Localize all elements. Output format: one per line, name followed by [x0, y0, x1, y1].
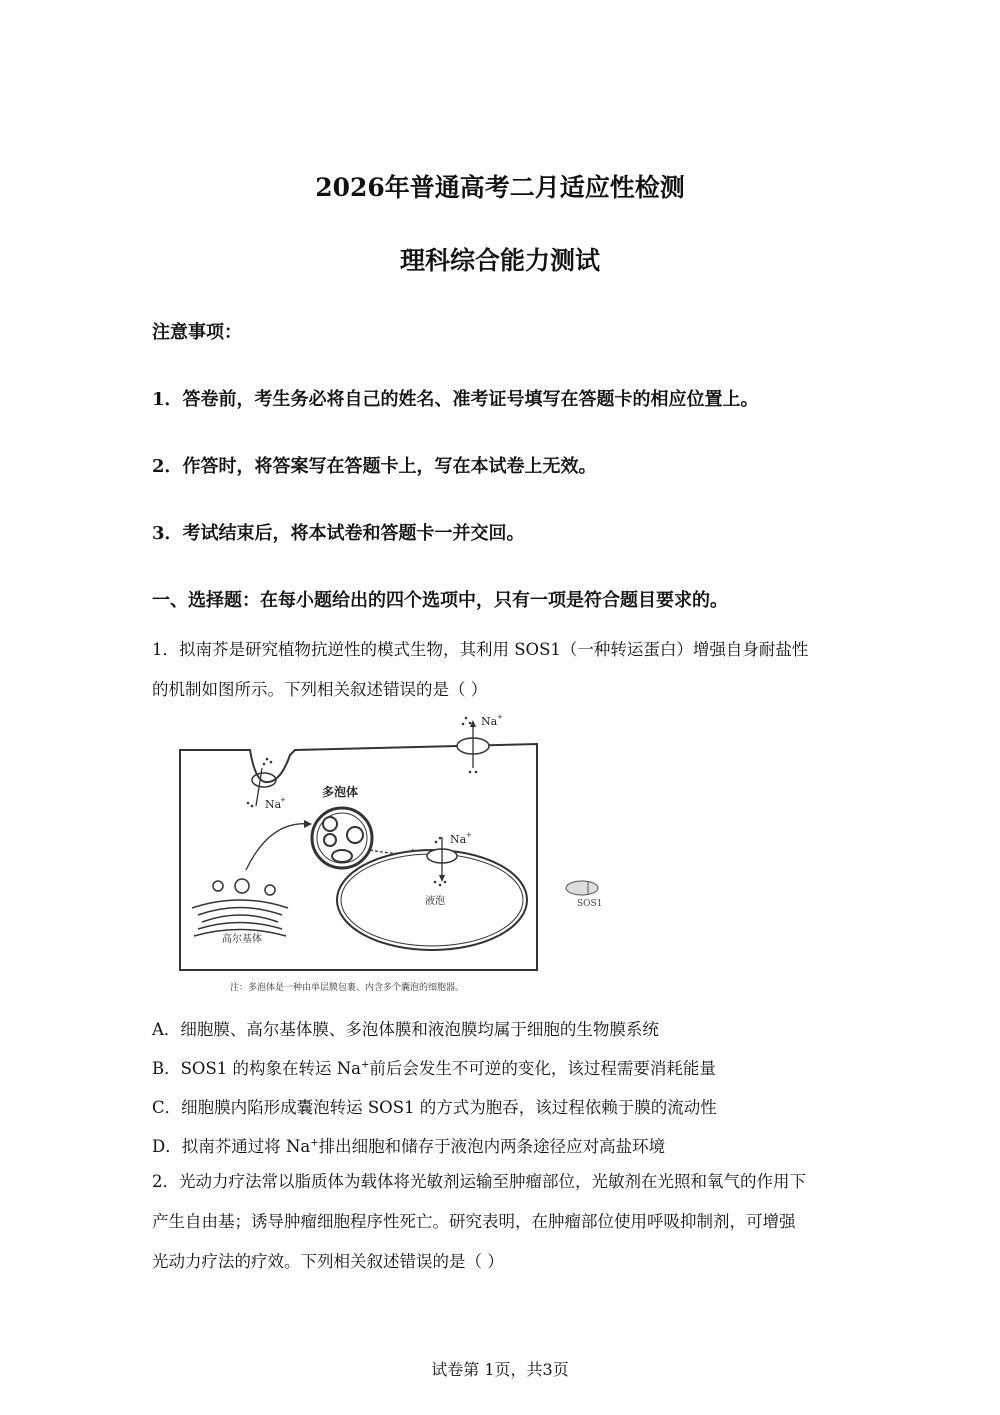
- sos1-legend-label: SOS1: [577, 899, 603, 909]
- na-label-top: Na: [481, 715, 498, 728]
- notice-item-1: 1．答卷前，考生务必将自己的姓名、准考证号填写在答题卡的相应位置上。: [152, 389, 759, 410]
- option-d-sup: +: [310, 1137, 319, 1149]
- question-1-option-c: C．细胞膜内陷形成囊泡转运 SOS1 的方式为胞吞，该过程依赖于膜的流动性: [152, 1098, 717, 1117]
- option-d-post: 排出细胞和储存于液泡内两条途径应对高盐环境: [318, 1137, 666, 1156]
- sos1-legend-icon: [566, 881, 598, 895]
- option-b-pre: B．SOS1 的构象在转运 Na: [152, 1059, 362, 1078]
- na-plus-vacuole: +: [466, 831, 472, 839]
- question-1-stem-line-1: 1．拟南芥是研究植物抗逆性的模式生物，其利用 SOS1（一种转运蛋白）增强自身耐盐性: [152, 640, 809, 659]
- question-1-option-b: [152, 1055, 716, 1079]
- na-label-left: Na: [265, 798, 282, 811]
- option-b-post: 前后会发生不可逆的变化，该过程需要消耗能量: [369, 1059, 716, 1078]
- mvb-label: 多泡体: [322, 785, 359, 799]
- question-1-stem: [152, 630, 852, 710]
- question-2-line-2: 产生自由基；诱导肿瘤细胞程序性死亡。研究表明，在肿瘤部位使用呼吸抑制剂，可增强: [152, 1212, 796, 1231]
- notice-item-3: 3．考试结束后，将本试卷和答题卡一并交回。: [152, 523, 525, 544]
- question-1-option-d: [152, 1133, 665, 1157]
- notice-heading: 注意事项：: [152, 322, 242, 343]
- option-d-pre: D．拟南芥通过将 Na: [152, 1137, 311, 1156]
- na-plus-top: +: [497, 713, 503, 721]
- vacuole-label: 液泡: [425, 896, 445, 907]
- na-plus-left: +: [280, 796, 286, 804]
- exam-subtitle: 理科综合能力测试: [399, 246, 600, 275]
- page-footer: 试卷第 1页，共3页: [431, 1360, 569, 1379]
- golgi-apparatus: [192, 879, 288, 936]
- sos1-mechanism-figure: [170, 710, 610, 1000]
- question-1-stem-line-2: 的机制如图所示。下列相关叙述错误的是（ ）: [152, 680, 488, 699]
- exam-title: 2026年普通高考二月适应性检测: [315, 173, 685, 202]
- question-2-line-1: 2．光动力疗法常以脂质体为载体将光敏剂运输至肿瘤部位，光敏剂在光照和氧气的作用下: [152, 1172, 806, 1191]
- section-heading: 一、选择题：在每小题给出的四个选项中，只有一项是符合题目要求的。: [152, 590, 728, 611]
- option-b-sup: +: [361, 1059, 370, 1071]
- question-1-option-a: A．细胞膜、高尔基体膜、多泡体膜和液泡膜均属于细胞的生物膜系统: [152, 1020, 659, 1039]
- question-2-stem: [152, 1162, 852, 1282]
- notice-item-2: 2．作答时，将答案写在答题卡上，写在本试卷上无效。: [152, 456, 597, 477]
- figure-note: 注：多泡体是一种由单层膜包裹、内含多个囊泡的细胞器。: [230, 983, 465, 993]
- question-2-line-3: 光动力疗法的疗效。下列相关叙述错误的是（ ）: [152, 1252, 504, 1271]
- golgi-label: 高尔基体: [222, 934, 262, 945]
- na-label-vacuole: Na: [450, 833, 467, 846]
